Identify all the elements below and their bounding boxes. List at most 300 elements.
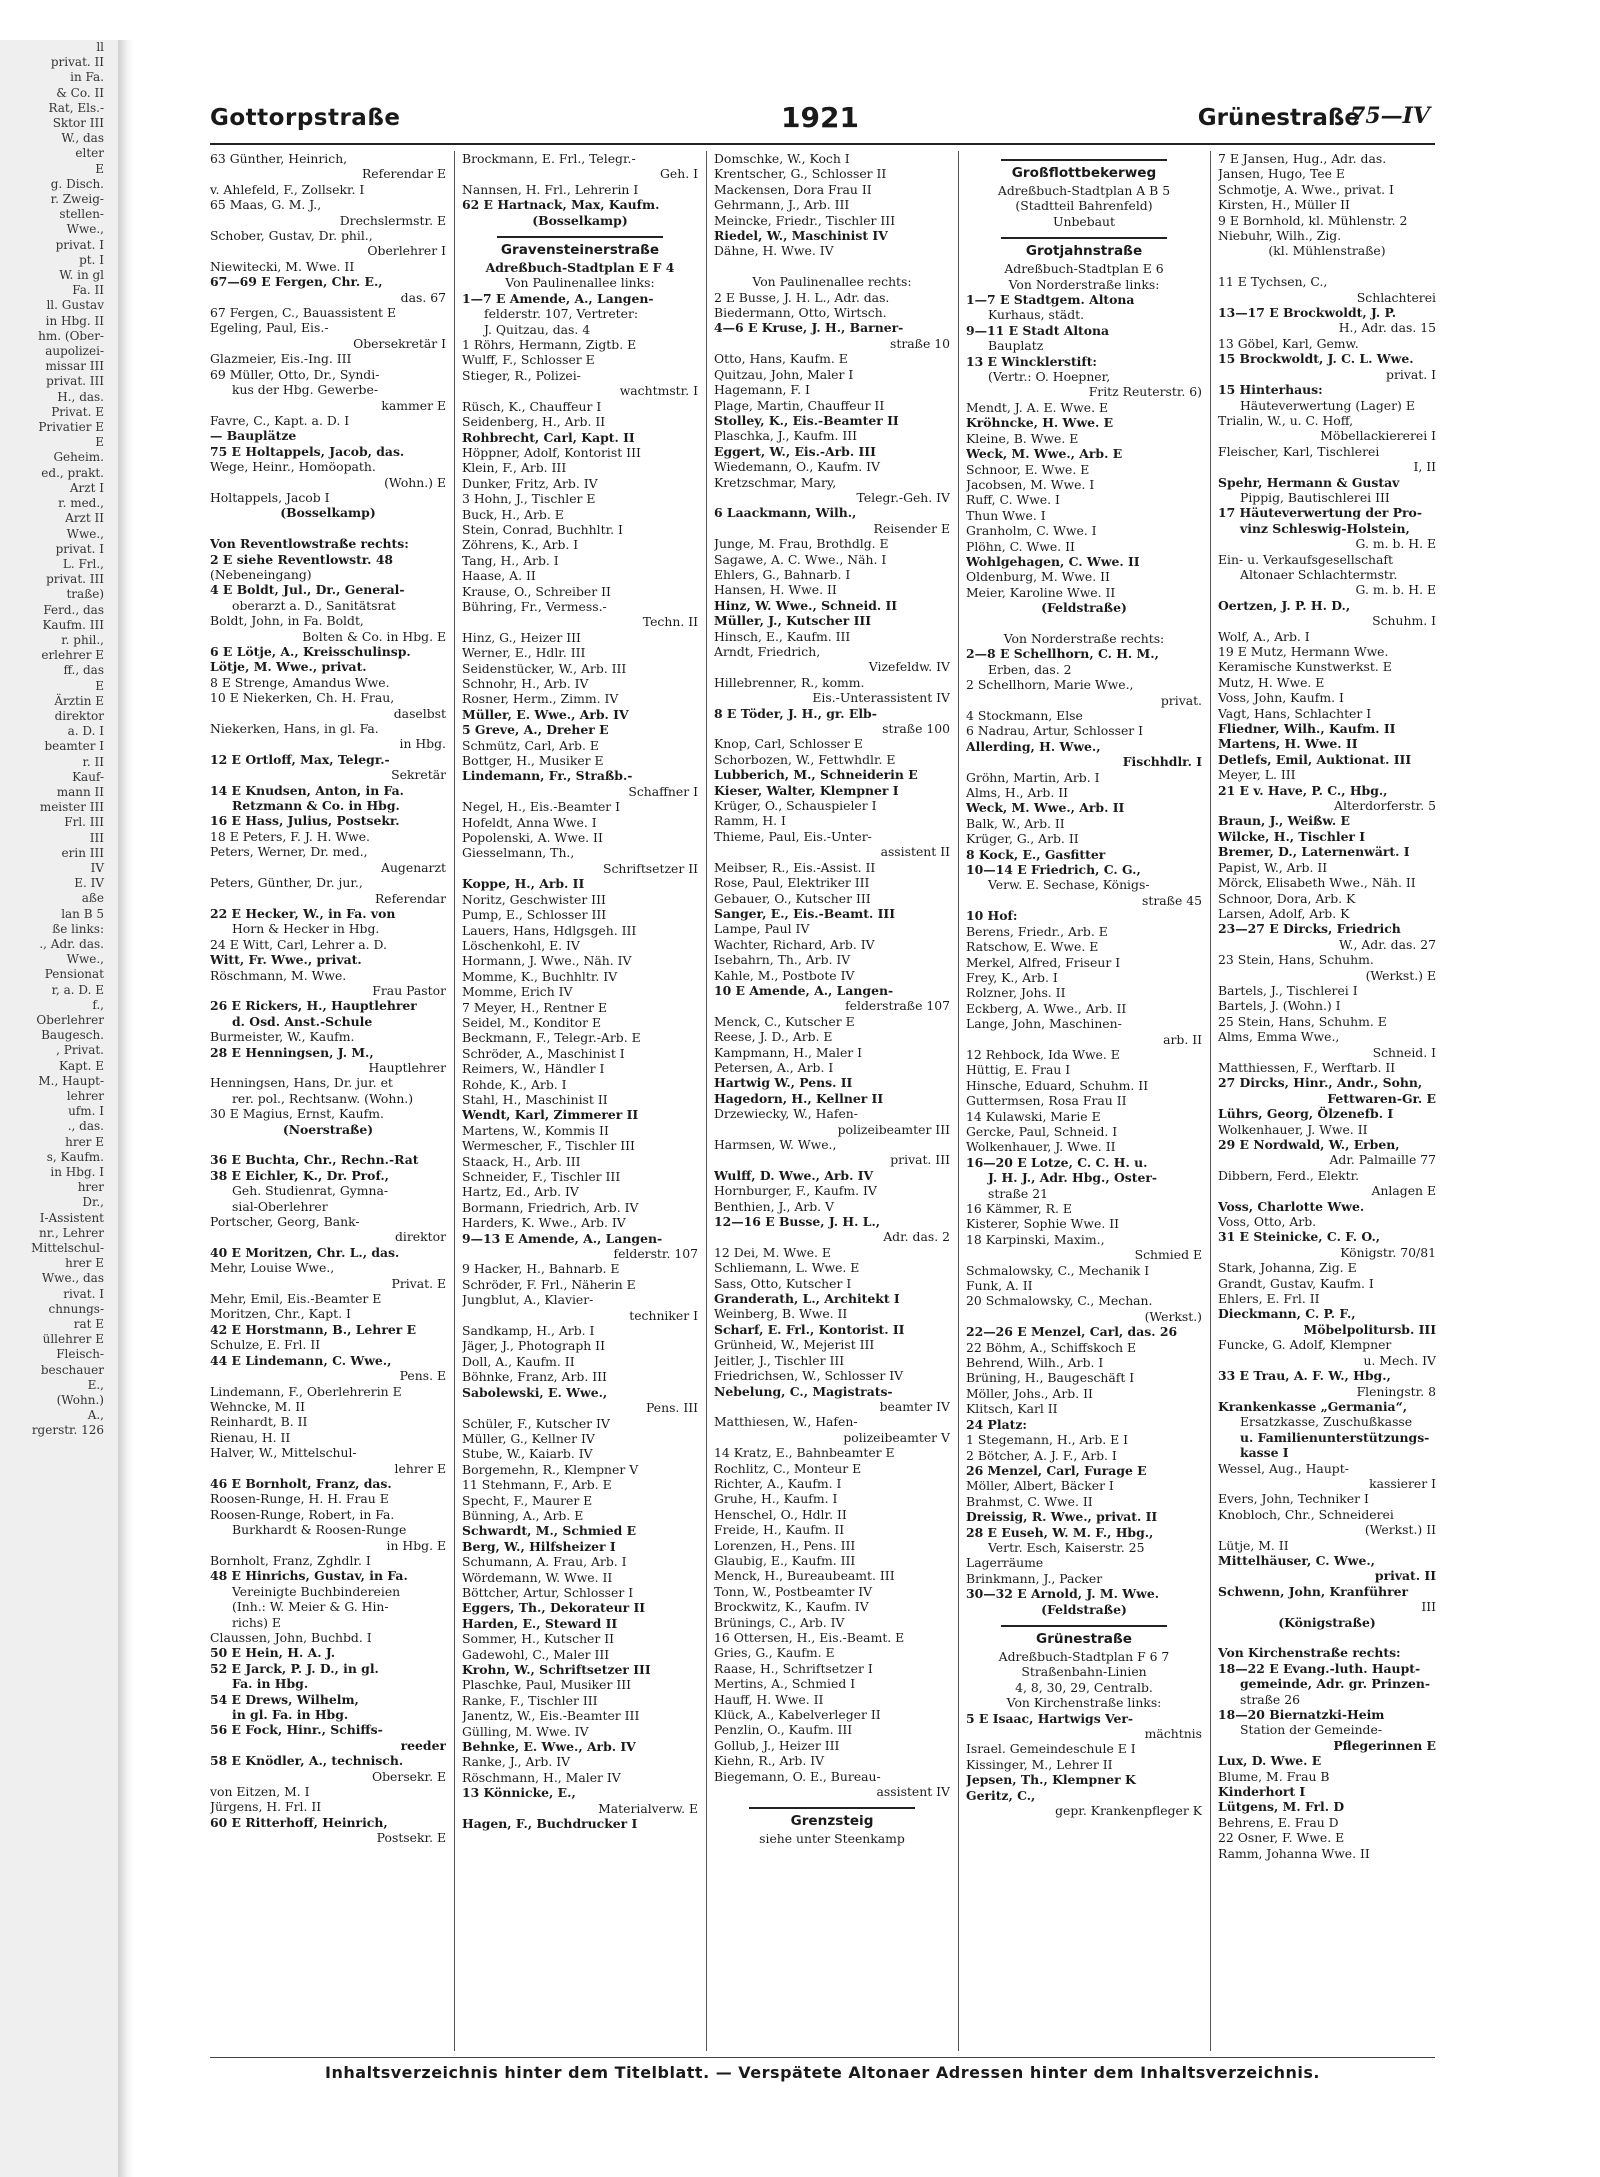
directory-entry: Wulff, F., Schlosser E (462, 352, 595, 368)
directory-entry: Fischhdlr. I (1122, 754, 1202, 770)
directory-entry: Hansen, H. Wwe. II (714, 582, 837, 598)
directory-entry: Alms, Emma Wwe., (1218, 1029, 1340, 1045)
directory-entry: 15 Brockwoldt, J. C. L. Wwe. (1218, 351, 1414, 367)
directory-entry: Momme, K., Buchhltr. IV (462, 968, 618, 984)
page-footer: Inhaltsverzeichnis hinter dem Titelblatt. — Verspätete Altonaer Adressen hinter dem Inhaltsverzeichnis. (325, 2063, 1320, 2082)
directory-entry: von Eitzen, M. I (210, 1784, 310, 1800)
directory-entry: Mörck, Elisabeth Wwe., Näh. II (1218, 875, 1416, 891)
fragment-line: privat. III (46, 572, 104, 587)
directory-entry: Adreßbuch-Stadtplan F 6 7 (998, 1648, 1170, 1664)
directory-entry: I, II (1413, 459, 1436, 475)
directory-entry: Gröhn, Martin, Arb. I (966, 769, 1100, 785)
directory-entry: Freide, H., Kaufm. II (714, 1522, 845, 1538)
directory-entry: 4—6 E Kruse, J. H., Barner- (714, 320, 904, 336)
directory-entry: Hinz, G., Heizer III (462, 629, 581, 645)
directory-entry: Allerding, H. Wwe., (966, 738, 1101, 754)
fragment-line: lehrer (66, 1089, 104, 1104)
directory-entry: 2 Schellhorn, Marie Wwe., (966, 677, 1134, 693)
directory-entry: Hormann, J. Wwe., Näh. IV (462, 953, 632, 969)
directory-entry: Lubberich, M., Schneiderin E (714, 767, 918, 783)
directory-entry: gemeinde, Adr. gr. Prinzen- (1240, 1676, 1431, 1692)
street-heading: Großflottbekerweg (966, 159, 1202, 183)
directory-entry: oberarzt a. D., Sanitätsrat (232, 597, 396, 613)
fragment-line: E (95, 678, 104, 693)
fragment-line: missar III (45, 359, 104, 374)
directory-entry: Stieger, R., Polizei- (462, 367, 581, 383)
directory-entry: Plage, Martin, Chauffeur II (714, 397, 885, 413)
directory-entry: vinz Schleswig-Holstein, (1240, 520, 1410, 536)
directory-entry: Stube, W., Kaiarb. IV (462, 1446, 593, 1462)
fragment-line: ße links: (52, 921, 104, 936)
directory-entry: Schorbozen, W., Fettwhdlr. E (714, 751, 896, 767)
directory-entry: Plaschka, J., Kaufm. III (714, 428, 858, 444)
directory-entry: G. m. b. H. E (1355, 582, 1436, 598)
directory-entry: Hinsche, Eduard, Schuhm. II (966, 1077, 1149, 1093)
fragment-line: Kaufm. III (42, 617, 104, 632)
directory-entry: Pens. III (645, 1400, 698, 1416)
directory-entry: Möller, Albert, Bäcker I (966, 1478, 1114, 1494)
directory-entry: reeder (400, 1737, 446, 1753)
directory-entry: Schneid. I (1372, 1044, 1436, 1060)
header-year: 1921 (781, 101, 859, 134)
directory-entry: Ratschow, E. Wwe. E (966, 939, 1099, 955)
directory-entry: Reinhardt, B. II (210, 1414, 308, 1430)
directory-entry: Lindemann, Fr., Straßb.- (462, 768, 633, 784)
directory-entry: Stark, Johanna, Zig. E (1218, 1260, 1357, 1276)
directory-entry: 46 E Bornholt, Franz, das. (210, 1475, 392, 1491)
directory-entry: Geh. I (660, 166, 698, 182)
directory-entry: Kleine, B. Wwe. E (966, 430, 1079, 446)
directory-entry: 50 E Hein, H. A. J. (210, 1645, 336, 1661)
directory-entry: rer. pol., Rechtsanw. (Wohn.) (232, 1090, 414, 1106)
directory-entry: Klück, A., Kabelverleger II (714, 1707, 881, 1723)
directory-entry: 2—8 E Schellhorn, C. H. M., (966, 646, 1159, 662)
directory-entry: Benthien, J., Arb. V (714, 1198, 834, 1214)
directory-entry: 5 E Isaac, Hartwigs Ver- (966, 1710, 1134, 1726)
directory-entry: Evers, John, Techniker I (1218, 1491, 1369, 1507)
directory-entry: Roosen-Runge, H. H. Frau E (210, 1491, 389, 1507)
directory-entry: Röschmann, H., Maler IV (462, 1769, 621, 1785)
fragment-line: W., das (61, 131, 104, 146)
directory-entry: 14 Kratz, E., Bahnbeamter E (714, 1445, 895, 1461)
directory-entry: Schmied E (1134, 1247, 1202, 1263)
fragment-line: lan B 5 (61, 906, 104, 921)
directory-entry: 2 Bötcher, A. J. F., Arb. I (966, 1447, 1117, 1463)
directory-entry: Wulff, D. Wwe., Arb. IV (714, 1167, 874, 1183)
directory-entry: 23—27 E Dircks, Friedrich (1218, 921, 1401, 937)
fragment-line: Kapt. E (58, 1058, 104, 1073)
directory-entry: 52 E Jarck, P. J. D., in gl. (210, 1660, 379, 1676)
directory-entry: Wendt, Karl, Zimmerer II (462, 1107, 639, 1123)
directory-entry: Bühring, Fr., Vermess.- (462, 598, 607, 614)
directory-entry: Obersekretär I (353, 335, 446, 351)
directory-entry: Brockwitz, K., Kaufm. IV (714, 1599, 869, 1615)
directory-entry: Mertins, A., Schmied I (714, 1676, 856, 1692)
fragment-line: Geheim. (53, 450, 104, 465)
directory-entry: Plöhn, C. Wwe. II (966, 538, 1075, 554)
directory-entry: Schriftsetzer II (602, 860, 698, 876)
directory-entry: Gollub, J., Heizer III (714, 1737, 840, 1753)
book-binding-shadow (118, 40, 134, 2177)
header-left-street: Gottorpstraße (210, 105, 401, 131)
directory-entry: 10 E Niekerken, Ch. H. Frau, (210, 690, 395, 706)
directory-entry: 22 Böhm, A., Schiffskoch E (966, 1339, 1137, 1355)
fragment-line: traße) (66, 587, 104, 602)
directory-entry: Mehr, Louise Wwe., (210, 1260, 335, 1276)
directory-entry: Lütje, M. II (1218, 1537, 1289, 1553)
directory-entry: Hauff, H. Wwe. II (714, 1691, 824, 1707)
directory-entry: 6 E Lötje, A., Kreisschulinsp. (210, 644, 411, 659)
directory-entry: Höppner, Adolf, Kontorist III (462, 444, 641, 460)
directory-entry: Schulze, E. Frl. II (210, 1337, 321, 1353)
directory-entry: arb. II (1163, 1031, 1202, 1047)
directory-entry: 21 E v. Have, P. C., Hbg., (1218, 782, 1388, 798)
directory-entry: Adr. Palmaille 77 (1329, 1152, 1436, 1168)
directory-entry: Janentz, W., Eis.-Beamter III (462, 1708, 640, 1724)
fragment-line: Pensionat (44, 967, 104, 982)
directory-entry: Witt, Fr. Wwe., privat. (210, 952, 362, 968)
fragment-line: E., (87, 1377, 104, 1392)
directory-entry: Horn & Hecker in Hbg. (232, 921, 380, 937)
directory-entry: Anlagen E (1371, 1183, 1436, 1199)
directory-entry: 1 Stegemann, H., Arb. E I (966, 1432, 1129, 1448)
directory-entry: 18 E Peters, F. J. H. Wwe. (210, 828, 370, 844)
fragment-line: Fleisch- (56, 1347, 104, 1362)
directory-entry: Bauplatz (988, 338, 1044, 354)
directory-entry: Rolzner, Johs. II (966, 985, 1066, 1001)
directory-entry: 3 Hohn, J., Tischler E (462, 491, 596, 507)
fragment-line: erin III (61, 845, 104, 860)
directory-entry: lehrer E (394, 1460, 446, 1476)
directory-entry: Friedrichsen, W., Schlosser IV (714, 1368, 904, 1384)
directory-entry: Ehlers, G., Bahnarb. I (714, 566, 851, 582)
fragment-line: Ärztin E (54, 693, 104, 708)
directory-entry: Funk, A. II (966, 1278, 1033, 1294)
directory-entry: 2 E siehe Reventlowstr. 48 (210, 551, 394, 567)
directory-entry: Schmütz, Carl, Arb. E (462, 737, 599, 753)
directory-entry: Seidenberg, H., Arb. II (462, 414, 606, 430)
directory-entry: Müller, J., Kutscher III (714, 613, 871, 629)
directory-entry: Jungblut, A., Klavier- (462, 1292, 594, 1308)
directory-entry: Hornburger, F., Kaufm. IV (714, 1183, 877, 1199)
directory-entry: Henschel, O., Hdlr. II (714, 1506, 847, 1522)
directory-entry: Voss, Charlotte Wwe. (1218, 1198, 1365, 1214)
directory-entry: Beckmann, F., Telegr.-Arb. E (462, 1030, 641, 1046)
directory-entry: Ramm, Johanna Wwe. II (1218, 1845, 1370, 1861)
directory-column-2 (462, 151, 698, 2051)
directory-entry: Von Paulinenallee links: (505, 275, 655, 291)
directory-entry: 12—16 E Busse, J. H. L., (714, 1214, 881, 1230)
directory-entry: 4 Stockmann, Else (966, 708, 1083, 723)
directory-entry: Claussen, John, Buchbd. I (210, 1630, 372, 1645)
directory-entry: Detlefs, Emil, Auktionat. III (1218, 751, 1412, 767)
directory-entry: 60 E Ritterhoff, Heinrich, (210, 1814, 388, 1830)
directory-entry: straße 100 (882, 721, 950, 737)
fragment-line: (Wohn.) (56, 1393, 104, 1408)
directory-entry: Kieser, Walter, Klempner I (714, 782, 899, 798)
directory-entry: techniker I (629, 1307, 698, 1323)
directory-entry: Sekretär (391, 767, 446, 783)
directory-entry: 28 E Henningsen, J. M., (210, 1044, 374, 1060)
directory-entry: Niekerken, Hans, in gl. Fa. (210, 721, 379, 737)
directory-entry: Dieckmann, C. P. F., (1218, 1306, 1356, 1322)
directory-entry: Pump, E., Schlosser III (462, 907, 607, 923)
directory-entry: 38 E Eichler, K., Dr. Prof., (210, 1167, 389, 1183)
directory-entry: 44 E Lindemann, C. Wwe., (210, 1352, 392, 1368)
fragment-line: Baugesch. (41, 1028, 104, 1043)
fragment-line: hrer E (65, 1134, 104, 1149)
directory-entry: Zöhrens, K., Arb. I (462, 537, 579, 553)
directory-entry: 18 Karpinski, Maxim., (966, 1231, 1105, 1247)
directory-entry: Hillebrenner, R., komm. (714, 674, 865, 690)
directory-entry: polizeibeamter III (837, 1121, 950, 1137)
directory-entry: 1—7 E Stadtgem. Altona (966, 292, 1135, 308)
directory-entry: Mendt, J. A. E. Wwe. E (966, 399, 1109, 415)
directory-entry: Papist, W., Arb. II (1218, 859, 1328, 875)
directory-entry: felderstr. 107 (613, 1246, 698, 1262)
directory-entry: Mehr, Emil, Eis.-Beamter E (210, 1291, 382, 1307)
directory-entry: felderstr. 107, Vertreter: (484, 306, 639, 322)
directory-entry: Augenarzt (381, 859, 446, 875)
fragment-line: ., das. (67, 1119, 104, 1134)
directory-entry: Fleischer, Karl, Tischlerei (1218, 443, 1380, 459)
directory-entry: Vertr. Esch, Kaiserstr. 25 (988, 1539, 1145, 1555)
directory-entry: Hinsch, E., Kaufm. III (714, 628, 851, 644)
directory-entry (966, 616, 1202, 631)
directory-entry: (Vertr.: O. Hoepner, (988, 369, 1111, 385)
directory-entry: Stahl, H., Maschinist II (462, 1091, 608, 1107)
directory-entry: 7 Meyer, H., Rentner E (462, 999, 608, 1015)
directory-entry: Matthiessen, F., Werftarb. II (1218, 1059, 1396, 1075)
directory-entry: Spehr, Hermann & Gustav (1218, 474, 1400, 490)
directory-entry: Lütgens, M. Frl. D (1218, 1799, 1345, 1815)
directory-entry: Moritzen, Chr., Kapt. I (210, 1306, 351, 1322)
footer-rule (210, 2057, 1435, 2058)
directory-entry: in Hbg. E (386, 1537, 446, 1553)
directory-entry: 56 E Fock, Hinr., Schiffs- (210, 1722, 383, 1738)
directory-entry: wachtmstr. I (619, 383, 698, 399)
directory-entry: 58 E Knödler, A., technisch. (210, 1753, 404, 1769)
fragment-line: mann II (56, 784, 104, 799)
directory-entry: 9 E Bornhold, kl. Mühlenstr. 2 (1218, 212, 1408, 228)
directory-entry: 16 E Hass, Julius, Postsekr. (210, 813, 400, 829)
directory-entry: Oldenburg, M. Wwe. II (966, 569, 1110, 585)
directory-entry: in gl. Fa. in Hbg. (232, 1707, 349, 1723)
directory-entry: (Inh.: W. Meier & G. Hin- (232, 1599, 389, 1615)
directory-entry: Hartwig W., Pens. II (714, 1075, 853, 1091)
directory-entry: Sabolewski, E. Wwe., (462, 1384, 608, 1400)
directory-entry: Wessel, Aug., Haupt- (1218, 1460, 1349, 1476)
directory-entry: Larsen, Adolf, Arb. K (1218, 905, 1350, 921)
directory-entry: privat. (1160, 692, 1202, 708)
directory-entry: Adreßbuch-Stadtplan A B 5 (997, 183, 1171, 198)
directory-entry: Hinz, W. Wwe., Schneid. II (714, 597, 898, 613)
directory-entry: 26 Menzel, Carl, Furage E (966, 1462, 1147, 1478)
fragment-line: erlehrer E (41, 648, 104, 663)
directory-entry: Glazmeier, Eis.-Ing. III (210, 351, 352, 367)
directory-entry: privat. II (1374, 1568, 1436, 1584)
directory-entry: Bolten & Co. in Hbg. E (302, 628, 446, 644)
directory-entry: 6 Nadrau, Artur, Schlosser I (966, 723, 1144, 739)
directory-entry: Kissinger, M., Lehrer II (966, 1756, 1113, 1772)
directory-entry: Weck, M. Wwe., Arb. II (966, 800, 1125, 816)
fragment-line: aupolizei- (45, 344, 104, 359)
directory-entry: Seidenstücker, W., Arb. III (462, 660, 627, 676)
directory-entry: Voss, Otto, Arb. (1218, 1214, 1317, 1230)
directory-entry: Pens. E (399, 1368, 446, 1384)
directory-entry: Gadewohl, C., Maler III (462, 1646, 610, 1662)
directory-entry: Seidel, M., Konditor E (462, 1014, 601, 1030)
directory-entry: Ehlers, E. Frl. II (1218, 1291, 1320, 1307)
directory-entry: Telegr.-Geh. IV (856, 489, 950, 505)
directory-entry: Eggers, Th., Dekorateur II (462, 1600, 646, 1616)
directory-entry: Wehncke, M. II (210, 1398, 306, 1414)
fragment-line: Dr., (82, 1195, 104, 1210)
directory-entry: Tonn, W., Postbeamter IV (714, 1583, 873, 1599)
directory-entry: Straßenbahn-Linien (1021, 1664, 1147, 1680)
directory-entry: felderstraße 107 (845, 998, 950, 1014)
directory-entry: Gebauer, O., Kutscher III (714, 890, 871, 906)
directory-entry: 27 Dircks, Hinr., Andr., Sohn, (1218, 1075, 1423, 1091)
fragment-line: r. II (82, 754, 104, 769)
directory-entry: Pflegerinnen E (1333, 1737, 1436, 1753)
directory-entry: Hagemann, F. I (714, 382, 810, 398)
directory-entry: Wiedemann, O., Kaufm. IV (714, 459, 880, 475)
directory-entry: Biegemann, O. E., Bureau- (714, 1768, 881, 1784)
directory-entry: Peters, Günther, Dr. jur., (210, 875, 363, 891)
directory-entry: Obersekr. E (371, 1768, 446, 1784)
directory-entry: Penzlin, O., Kaufm. III (714, 1722, 853, 1738)
directory-entry: Kirsten, H., Müller II (1218, 197, 1350, 213)
fragment-line: direktor (54, 708, 104, 723)
directory-entry: (Nebeneingang) (210, 566, 312, 582)
directory-entry: 10 Hof: (966, 908, 1018, 924)
fragment-line: privat. III (46, 374, 104, 389)
directory-entry: Materialverw. E (598, 1800, 698, 1816)
fragment-line: g. Disch. (50, 176, 104, 191)
fragment-line: Mittelschul- (31, 1241, 104, 1256)
directory-entry: richs) E (232, 1614, 281, 1630)
directory-entry: Krentscher, G., Schlosser II (714, 166, 887, 182)
directory-entry: Referendar (374, 890, 446, 906)
directory-entry: Fliedner, Wilh., Kaufm. II (1218, 721, 1396, 737)
fragment-line: ed., prakt. (41, 465, 104, 480)
directory-entry: Roosen-Runge, Robert, in Fa. (210, 1506, 395, 1522)
directory-entry: Vizefeldw. IV (868, 659, 950, 675)
directory-entry: assistent IV (876, 1784, 950, 1800)
directory-entry: Schuhm. I (1372, 613, 1436, 629)
directory-entry: Rohbrecht, Carl, Kapt. II (462, 429, 635, 445)
directory-entry: III (1421, 1599, 1436, 1615)
directory-entry: (kl. Mühlenstraße) (1268, 243, 1386, 259)
fragment-line: Wwe., (66, 952, 104, 967)
directory-entry: Bormann, Friedrich, Arb. IV (462, 1199, 639, 1215)
column-divider (706, 151, 707, 2051)
directory-page (140, 55, 1510, 2145)
fragment-line: elter (75, 146, 104, 161)
directory-entry: 16 Kämmer, R. E (966, 1201, 1072, 1216)
fragment-line: hrer E (65, 1256, 104, 1271)
directory-entry: Lötje, M. Wwe., privat. (210, 659, 367, 675)
directory-entry: Lauers, Hans, Hdlgsgeh. III (462, 922, 637, 938)
directory-entry: Ruff, C. Wwe. I (966, 492, 1060, 508)
directory-entry: 22—26 E Menzel, Carl, das. 26 (966, 1324, 1178, 1340)
directory-entry: Kretzschmar, Mary, (714, 474, 837, 490)
directory-entry: Wolkenhauer, J. Wwe. II (966, 1139, 1116, 1155)
directory-entry: 24 Platz: (966, 1416, 1027, 1432)
directory-entry: Thieme, Paul, Eis.-Unter- (714, 828, 872, 844)
street-heading: Grotjahnstraße (966, 237, 1202, 261)
directory-entry: Brockmann, E. Frl., Telegr.- (462, 151, 636, 166)
directory-entry: kus der Hbg. Gewerbe- (232, 382, 379, 398)
directory-entry: Kinderhort I (1218, 1784, 1306, 1800)
directory-entry: Reisender E (873, 520, 950, 536)
directory-entry: Krohn, W., Schriftsetzer III (462, 1662, 651, 1677)
directory-entry: Mackensen, Dora Frau II (714, 181, 872, 197)
directory-entry: Böhnke, Franz, Arb. III (462, 1369, 607, 1385)
directory-entry: Müller, E. Wwe., Arb. IV (462, 706, 629, 722)
directory-entry: 29 E Nordwald, W., Erben, (1218, 1137, 1400, 1152)
fragment-line: privat. I (55, 541, 104, 556)
fragment-line: III (89, 830, 104, 845)
directory-entry: (Werkst.) II (1364, 1522, 1436, 1538)
directory-entry: Möbellackiererei I (1320, 428, 1436, 444)
directory-entry: 13 Göbel, Karl, Gemw. (1218, 335, 1359, 351)
directory-entry: straße 45 (1142, 892, 1202, 908)
fragment-line: chnungs- (48, 1301, 104, 1316)
directory-entry: Momme, Erich IV (462, 984, 573, 1000)
directory-entry: Techn. II (642, 614, 698, 630)
directory-entry: Sagawe, A. C. Wwe., Näh. I (714, 551, 887, 567)
directory-entry: Arndt, Friedrich, (714, 644, 821, 659)
fragment-line: s, Kaufm. (46, 1149, 104, 1164)
directory-entry: Weck, M. Wwe., Arb. E (966, 446, 1123, 462)
fragment-line: nr., Lehrer (39, 1225, 104, 1240)
directory-entry: Ranke, F., Tischler III (462, 1692, 598, 1708)
directory-entry: Ein- u. Verkaufsgesellschaft (1218, 551, 1393, 567)
directory-entry: Behrend, Wilh., Arb. I (966, 1355, 1104, 1371)
fragment-line: Arzt I (69, 480, 104, 495)
directory-entry: Balk, W., Arb. II (966, 815, 1065, 831)
directory-entry: straße 21 (988, 1185, 1048, 1201)
directory-entry: Ramm, H. I (714, 813, 786, 829)
directory-entry: Kurhaus, städt. (988, 307, 1085, 323)
fragment-line: Sktor III (52, 116, 104, 131)
directory-entry: u. Familienunterstützungs- (1240, 1429, 1430, 1445)
fragment-line: üllehrer E (42, 1332, 104, 1347)
directory-entry: u. Mech. IV (1363, 1352, 1436, 1368)
fragment-line: rivat. I (63, 1286, 104, 1301)
directory-entry: 8 Kock, E., Gasfitter (966, 846, 1106, 862)
directory-entry: Hüttig, E. Frau I (966, 1062, 1071, 1078)
directory-entry: 14 E Knudsen, Anton, in Fa. (210, 782, 404, 798)
directory-entry: 24 E Witt, Carl, Lehrer a. D. (210, 936, 387, 952)
directory-entry: Fleningstr. 8 (1356, 1383, 1436, 1399)
directory-entry: Von Kirchenstraße links: (1006, 1695, 1162, 1711)
directory-entry: Jäger, J., Photograph II (462, 1338, 605, 1354)
directory-entry: Lagerräume (966, 1555, 1044, 1571)
directory-entry: 4 E Boldt, Jul., Dr., General- (210, 582, 405, 598)
directory-entry: Verw. E. Sechase, Königs- (988, 877, 1150, 893)
directory-entry: Hartz, Ed., Arb. IV (462, 1184, 579, 1200)
directory-entry: Kampmann, H., Maler I (714, 1044, 863, 1060)
directory-entry: Drechslermstr. E (339, 212, 446, 228)
directory-entry: Werner, E., Hdlr. III (462, 645, 586, 661)
directory-entry: Knobloch, Chr., Schneiderei (1218, 1506, 1394, 1522)
directory-entry: Krause, O., Schreiber II (462, 583, 611, 599)
directory-entry: Specht, F., Maurer E (462, 1492, 593, 1508)
directory-entry: Egeling, Paul, Eis.- (210, 320, 329, 336)
